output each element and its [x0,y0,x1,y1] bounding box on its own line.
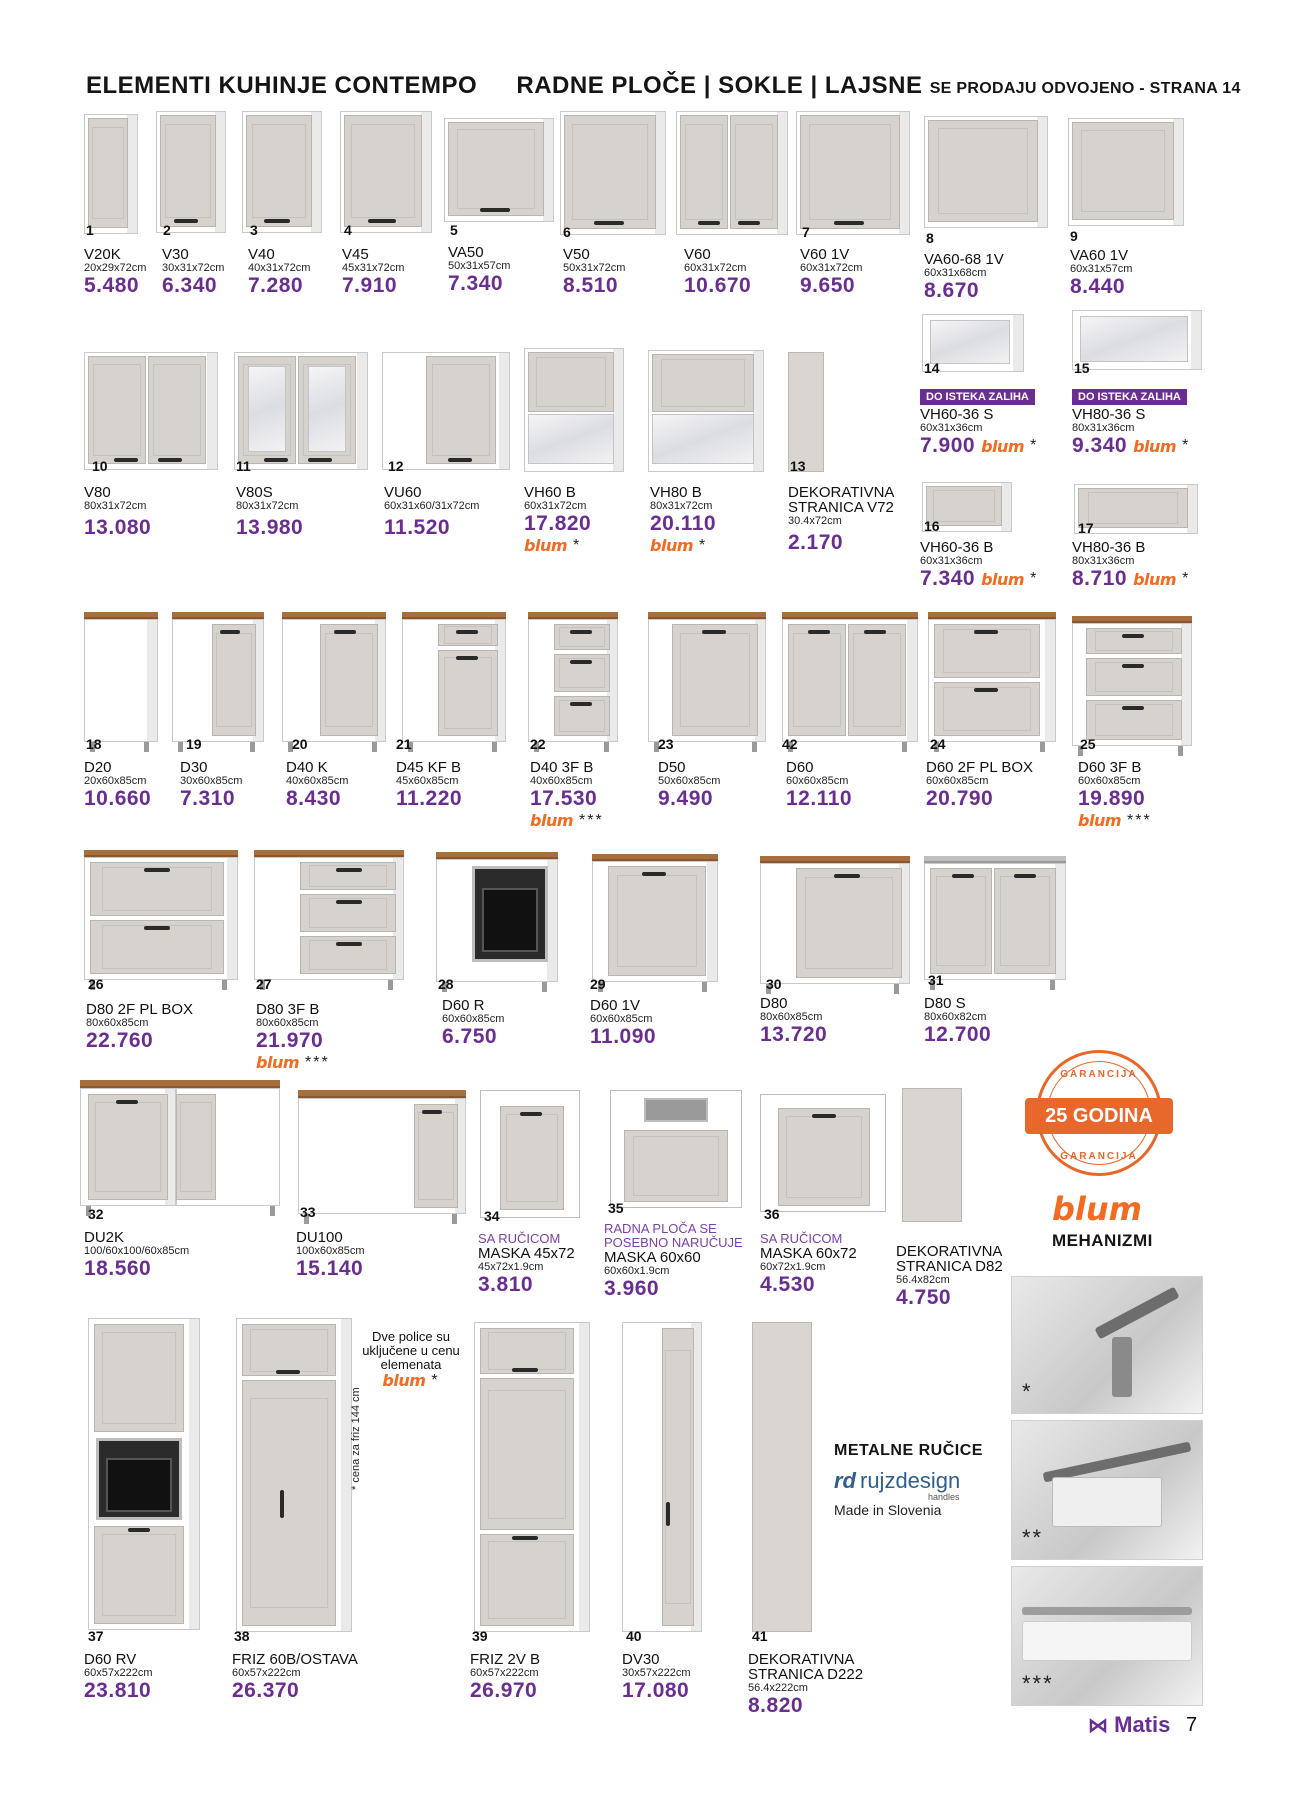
product-number: 14 [924,360,940,376]
product-price: 6.340 [162,274,218,297]
product-tag: SA RUČICOM [760,1231,843,1246]
product-price: 9.650 [800,274,856,297]
product-number: 13 [790,458,806,474]
guarantee-bottom-text: GARANCIJA [1060,1151,1138,1162]
product-price: 7.340 [448,272,504,295]
product-dimensions: 60x31x36cm [920,422,983,434]
product-price: 4.750 [896,1286,952,1309]
blum-logo: blum [256,1053,299,1072]
product-price: 3.960 [604,1277,660,1300]
product-name: VA60-68 1V [924,251,1004,268]
fridge-price-note: * cena za friz 144 cm [350,1387,362,1490]
product-name: DV30 [622,1651,660,1668]
product-price: 7.900 [920,434,976,457]
product-dimensions: 60x31x72cm [684,262,747,274]
product-number: 26 [88,976,104,992]
product-price: 12.110 [786,787,853,810]
product-dimensions: 60x31x57cm [1070,263,1133,275]
guarantee-years: 25 GODINA [1025,1098,1173,1134]
product-name: FRIZ 2V B [470,1651,541,1668]
product-name: D60 R [442,997,485,1014]
product-price: 11.220 [396,787,463,810]
product-price: 17.530 [530,787,598,810]
product-name: D45 KF B [396,759,462,776]
product-price: 9.490 [658,787,714,810]
product-number: 42 [782,736,798,752]
product-name: D60 RV [84,1651,137,1668]
product-number: 24 [930,736,946,752]
page-header [86,72,1241,100]
product-dimensions: 60x31x72cm [800,262,863,274]
product-dimensions: 100/60x100/60x85cm [84,1245,190,1257]
product-number: 37 [88,1628,104,1644]
product-price: 21.970 [256,1029,324,1052]
product-number: 23 [658,736,674,752]
product-dimensions: 45x72x1.9cm [478,1261,544,1273]
product-dimensions: 56.4x82cm [896,1274,950,1286]
product-number: 31 [928,972,944,988]
product-name: V60 1V [800,246,850,263]
product-number: 40 [626,1628,642,1644]
product-price: 10.660 [84,787,152,810]
product-price: 26.370 [232,1679,300,1702]
product-dimensions: 80x31x72cm [236,500,299,512]
product-dimensions: 30.4x72cm [788,515,842,527]
matis-logo [1088,1712,1170,1738]
product-number: 36 [764,1206,780,1222]
product-price: 6.750 [442,1025,498,1048]
product-name: V60 [684,246,711,263]
metal-handles-title: METALNE RUČICE [834,1442,983,1459]
product-name: V20K [84,246,121,263]
product-price: 13.080 [84,516,152,539]
product-price: 8.440 [1070,275,1126,298]
product-price: 2.170 [788,531,844,554]
blum-logo-large: blum [1052,1190,1142,1228]
product-name: V80S [236,484,273,501]
shelves-note-text: Dve police su uključene u cenu elemenata [362,1329,460,1372]
product-dimensions: 30x57x222cm [622,1667,691,1679]
product-dimensions: 30x60x85cm [180,775,243,787]
product-name: D80 S [924,995,966,1012]
blum-logo: blum [1133,569,1177,589]
product-dimensions: 40x31x72cm [248,262,311,274]
product-number: 15 [1074,360,1090,376]
blum-logo: blum [1078,811,1121,830]
product-tag: SA RUČICOM [478,1231,561,1246]
product-number: 16 [924,518,940,534]
product-name: DEKORATIVNA STRANICA V72 [788,484,894,516]
product-dimensions: 80x60x82cm [924,1011,987,1023]
product-dimensions: 60x31x72cm [524,500,587,512]
product-dimensions: 60x60x85cm [442,1013,505,1025]
product-name: FRIZ 60B/OSTAVA [232,1651,358,1668]
mechanism-photo-2 [1011,1420,1203,1560]
product-number: 17 [1078,520,1094,536]
product-name: D50 [658,759,686,776]
product-tag: RADNA PLOČA SE POSEBNO NARUČUJE [604,1221,743,1250]
product-dimensions: 60x72x1.9cm [760,1261,826,1273]
product-dimensions: 40x60x85cm [530,775,593,787]
blum-logo: blum [981,569,1025,589]
product-dimensions: 50x31x57cm [448,260,511,272]
page-number: 7 [1186,1714,1198,1736]
rujzdesign-sub: handles [928,1492,960,1502]
product-price: 22.760 [86,1029,154,1052]
blum-logo: blum [382,1371,426,1390]
product-dimensions: 80x31x72cm [650,500,713,512]
product-price: 4.530 [760,1273,816,1296]
guarantee-top-text: GARANCIJA [1060,1069,1138,1080]
blum-logo: blum [981,436,1025,456]
product-dimensions: 60x60x85cm [926,775,989,787]
product-number: 5 [450,222,458,238]
product-price: 12.700 [924,1023,992,1046]
product-number: 25 [1080,736,1096,752]
product-dimensions: 45x60x85cm [396,775,459,787]
product-name: DU2K [84,1229,125,1246]
product-dimensions: 50x31x72cm [563,262,626,274]
product-price: 8.510 [563,274,619,297]
product-price: 23.810 [84,1679,152,1702]
product-price: 18.560 [84,1257,152,1280]
product-price: 26.970 [470,1679,538,1702]
product-number: 21 [396,736,412,752]
product-name: VH60 B [524,484,576,501]
product-number: 29 [590,976,606,992]
product-name: D40 K [286,759,328,776]
product-name: D30 [180,759,208,776]
product-price: 11.520 [384,516,451,539]
product-number: 27 [256,976,272,992]
product-dimensions: 80x31x36cm [1072,555,1135,567]
product-name: DEKORATIVNA STRANICA D82 [896,1243,1003,1275]
mechanisms-title: MEHANIZMI [1052,1231,1153,1250]
product-name: D80 [760,995,788,1012]
product-name: MASKA 60x60 [604,1249,701,1266]
product-number: 22 [530,736,546,752]
product-price: 20.790 [926,787,994,810]
product-price: 10.670 [684,274,752,297]
mechanism-stars: *** [1127,811,1152,829]
product-number: 3 [250,222,258,238]
product-price: 13.720 [760,1023,828,1046]
product-name: D40 3F B [530,759,594,776]
product-dimensions: 80x60x85cm [86,1017,149,1029]
product-dimensions: 40x60x85cm [286,775,349,787]
product-name: VH60-36 B [920,539,994,556]
mechanism-stars: * [1030,570,1039,587]
product-name: D60 1V [590,997,641,1014]
product-number: 28 [438,976,454,992]
product-name: VH60-36 S [920,406,994,423]
product-dimensions: 60x31x36cm [920,555,983,567]
product-dimensions: 60x57x222cm [232,1667,301,1679]
product-price: 13.980 [236,516,304,539]
product-name: VA50 [448,244,484,261]
mechanism-stars: *** [1022,1671,1054,1696]
product-price: 3.810 [478,1273,534,1296]
product-number: 33 [300,1204,316,1220]
product-name: VH80-36 S [1072,406,1146,423]
product-price: 19.890 [1078,787,1146,810]
product-dimensions: 100x60x85cm [296,1245,365,1257]
product-number: 34 [484,1208,500,1224]
blum-logo: blum [1133,436,1177,456]
product-dimensions: 80x60x85cm [760,1011,823,1023]
blum-logo: blum [530,811,573,830]
product-number: 41 [752,1628,768,1644]
product-name: D60 3F B [1078,759,1142,776]
product-name: V45 [342,246,369,263]
mechanism-stars: * [1182,570,1191,587]
product-dimensions: 80x31x36cm [1072,422,1135,434]
product-number: 19 [186,736,202,752]
product-dimensions: 60x60x85cm [1078,775,1141,787]
product-number: 32 [88,1206,104,1222]
product-name: D20 [84,759,112,776]
product-name: VH80-36 B [1072,539,1146,556]
product-name: V30 [162,246,189,263]
mechanism-stars: *** [579,811,604,829]
product-price: 9.340 [1072,434,1128,457]
product-price: 7.340 [920,567,976,590]
product-dimensions: 20x29x72cm [84,262,147,274]
product-price: 17.080 [622,1679,690,1702]
product-price: 5.480 [84,274,140,297]
mechanism-photo-1 [1011,1276,1203,1414]
product-name: VA60 1V [1070,247,1129,264]
product-number: 8 [926,230,934,246]
product-price: 8.710 [1072,567,1128,590]
product-number: 1 [86,222,94,238]
blum-logo: blum [650,536,693,555]
product-price: 11.090 [590,1025,657,1048]
product-name: DU100 [296,1229,343,1246]
made-in-slovenia: Made in Slovenia [834,1502,942,1518]
product-dimensions: 60x31x60/31x72cm [384,500,480,512]
product-dimensions: 60x60x85cm [590,1013,653,1025]
blum-logo: blum [524,536,567,555]
product-dimensions: 80x31x72cm [84,500,147,512]
product-number: 7 [802,224,810,240]
mechanism-photo-3 [1011,1566,1203,1706]
product-number: 18 [86,736,102,752]
header-title: ELEMENTI KUHINJE CONTEMPO [86,72,478,99]
product-price: 7.280 [248,274,304,297]
mechanism-stars: * [431,1372,440,1389]
stock-badge: DO ISTEKA ZALIHA [1072,389,1187,405]
mechanism-stars: * [1182,437,1191,454]
product-dimensions: 60x57x222cm [470,1667,539,1679]
stock-badge: DO ISTEKA ZALIHA [920,389,1035,405]
product-name: MASKA 45x72 [478,1245,575,1262]
rujzdesign-name: rujzdesign [860,1468,961,1493]
product-price: 20.110 [650,512,717,535]
product-name: D80 2F PL BOX [86,1001,193,1018]
matis-brand: Matis [1114,1712,1171,1737]
product-name: V80 [84,484,111,501]
product-number: 6 [563,224,571,240]
mechanism-stars: *** [305,1053,330,1071]
mechanism-stars: * [1030,437,1039,454]
product-number: 9 [1070,228,1078,244]
rujzdesign-logo [834,1468,960,1494]
product-number: 4 [344,222,352,238]
product-price: 7.910 [342,274,398,297]
mechanism-stars: * [699,536,708,554]
mechanism-stars: ** [1022,1525,1044,1550]
product-name: MASKA 60x72 [760,1245,857,1262]
product-number: 11 [236,458,251,474]
product-number: 39 [472,1628,488,1644]
product-name: V50 [563,246,590,263]
mechanism-stars: * [573,536,582,554]
product-dimensions: 60x60x85cm [786,775,849,787]
product-number: 2 [163,222,171,238]
product-price: 8.670 [924,279,980,302]
shelves-note [356,1330,466,1388]
product-dimensions: 50x60x85cm [658,775,721,787]
product-price: 17.820 [524,512,592,535]
product-name: DEKORATIVNA STRANICA D222 [748,1651,864,1683]
rujzdesign-mark: rd [834,1468,856,1493]
product-number: 12 [388,458,404,474]
product-name: VU60 [384,484,422,501]
product-price: 8.820 [748,1694,804,1717]
product-dimensions: 60x57x222cm [84,1667,153,1679]
product-number: 10 [92,458,108,474]
product-number: 35 [608,1200,624,1216]
product-dimensions: 60x31x68cm [924,267,987,279]
product-dimensions: 45x31x72cm [342,262,405,274]
guarantee-seal [1036,1050,1162,1176]
product-name: VH80 B [650,484,702,501]
product-dimensions: 80x60x85cm [256,1017,319,1029]
product-number: 30 [766,976,782,992]
product-price: 15.140 [296,1257,364,1280]
header-note: SE PRODAJU ODVOJENO - STRANA 14 [929,80,1241,97]
product-price: 8.430 [286,787,342,810]
product-price: 7.310 [180,787,236,810]
header-subtitle: RADNE PLOČE | SOKLE | LAJSNE [516,72,923,99]
product-dimensions: 30x31x72cm [162,262,225,274]
product-number: 20 [292,736,308,752]
product-name: V40 [248,246,275,263]
product-name: D60 2F PL BOX [926,759,1033,776]
product-number: 38 [234,1628,250,1644]
product-name: D60 [786,759,814,776]
product-dimensions: 56.4x222cm [748,1682,808,1694]
product-name: D80 3F B [256,1001,320,1018]
matis-icon: ⋈ [1088,1715,1108,1737]
product-dimensions: 20x60x85cm [84,775,147,787]
mechanism-stars: * [1022,1379,1033,1404]
product-dimensions: 60x60x1.9cm [604,1265,670,1277]
